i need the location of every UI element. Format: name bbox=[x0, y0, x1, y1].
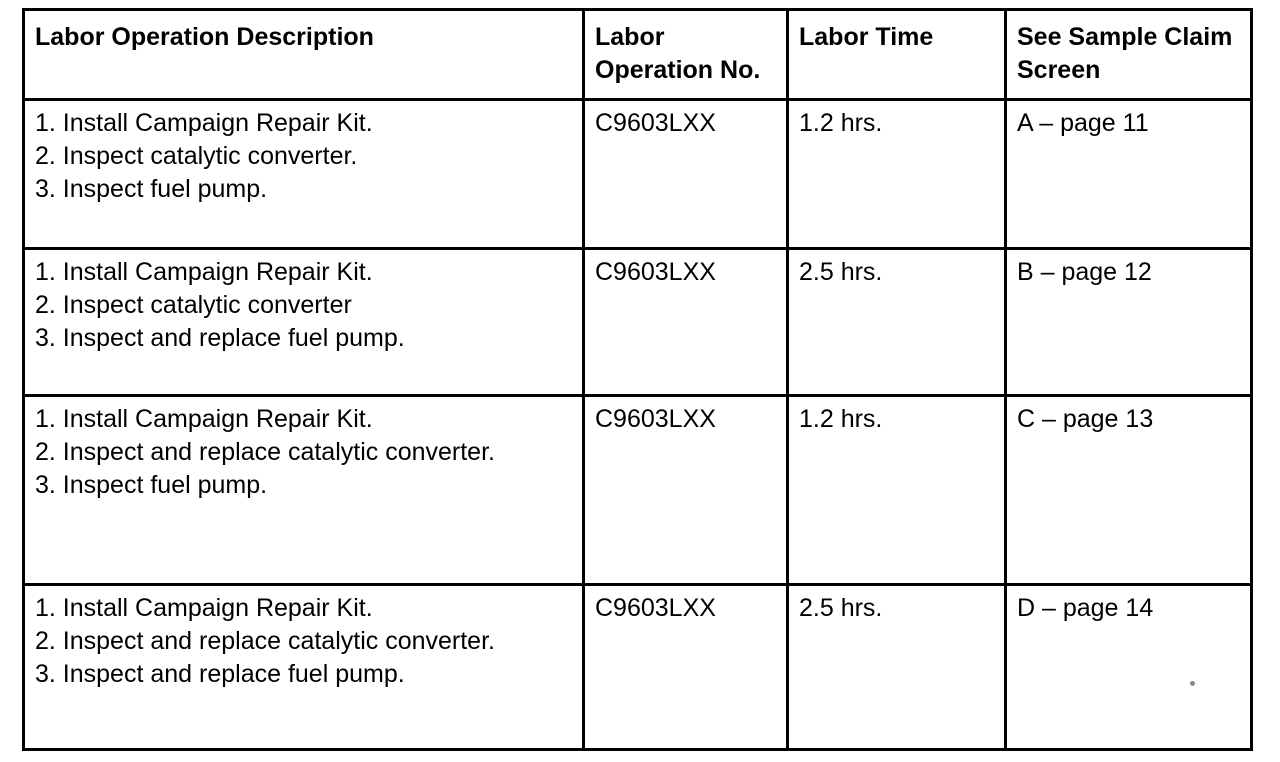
description-line: 2. Inspect catalytic converter bbox=[35, 290, 352, 319]
description-line: 1. Install Campaign Repair Kit. bbox=[35, 257, 373, 286]
cell-sample-claim-screen: B – page 12 bbox=[1006, 248, 1252, 395]
description-line: 1. Install Campaign Repair Kit. bbox=[35, 404, 373, 433]
cell-sample-claim-screen: C – page 13 bbox=[1006, 395, 1252, 584]
table-row bbox=[24, 99, 1252, 248]
cell-operation-no: C9603LXX bbox=[584, 584, 788, 749]
description-line: 2. Inspect and replace catalytic converter. bbox=[35, 437, 495, 466]
description-line: 2. Inspect catalytic converter. bbox=[35, 141, 358, 170]
scan-artifact-dot bbox=[1190, 681, 1195, 686]
table-header bbox=[24, 10, 1252, 100]
cell-sample-claim-screen: D – page 14 bbox=[1006, 584, 1252, 749]
cell-labor-time: 1.2 hrs. bbox=[788, 395, 1006, 584]
cell-description bbox=[24, 99, 584, 248]
cell-description bbox=[24, 248, 584, 395]
column-header-operation-no: Labor Operation No. bbox=[584, 10, 788, 100]
table-header-row bbox=[24, 10, 1252, 100]
table-row bbox=[24, 248, 1252, 395]
cell-labor-time: 1.2 hrs. bbox=[788, 99, 1006, 248]
cell-sample-claim-screen: A – page 11 bbox=[1006, 99, 1252, 248]
labor-operation-table bbox=[22, 8, 1253, 751]
table-body bbox=[24, 99, 1252, 749]
description-line: 3. Inspect fuel pump. bbox=[35, 175, 268, 203]
cell-labor-time: 2.5 hrs. bbox=[788, 248, 1006, 395]
description-line: 1. Install Campaign Repair Kit. bbox=[35, 108, 373, 137]
cell-description bbox=[24, 584, 584, 749]
column-header-description: Labor Operation Description bbox=[24, 10, 584, 100]
table-row bbox=[24, 395, 1252, 584]
cell-operation-no: C9603LXX bbox=[584, 99, 788, 248]
column-header-sample-claim-screen: See Sample Claim Screen bbox=[1006, 10, 1252, 100]
cell-labor-time: 2.5 hrs. bbox=[788, 584, 1006, 749]
table-row bbox=[24, 584, 1252, 749]
cell-operation-no: C9603LXX bbox=[584, 248, 788, 395]
description-line: 2. Inspect and replace catalytic converter. bbox=[35, 626, 495, 655]
description-line: 3. Inspect and replace fuel pump. bbox=[35, 660, 405, 688]
description-line: 1. Install Campaign Repair Kit. bbox=[35, 593, 373, 622]
cell-operation-no: C9603LXX bbox=[584, 395, 788, 584]
description-line: 3. Inspect fuel pump. bbox=[35, 471, 268, 499]
description-line: 3. Inspect and replace fuel pump. bbox=[35, 324, 405, 352]
column-header-labor-time: Labor Time bbox=[788, 10, 1006, 100]
cell-description bbox=[24, 395, 584, 584]
